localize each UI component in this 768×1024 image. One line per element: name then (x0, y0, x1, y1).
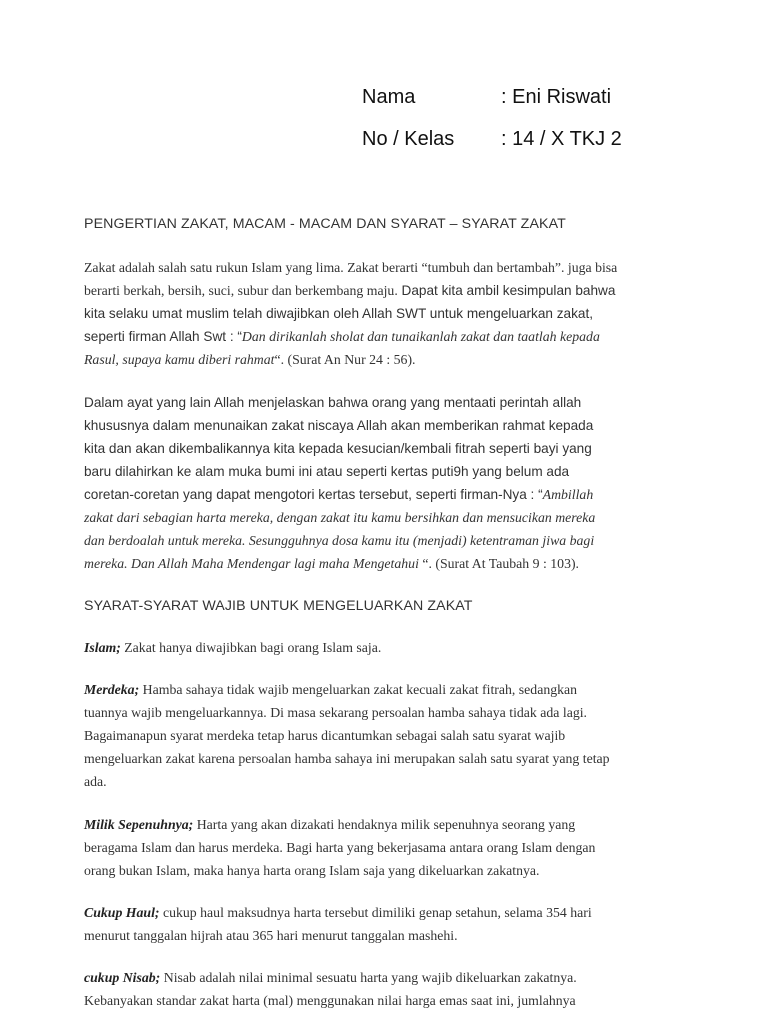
text-line: baru dilahirkan ke alam muka bumi ini atau seperti kertas puti9h yang belum ada (84, 464, 570, 479)
text-line: coretan-coretan yang dapat mengotori kertas tersebut, seperti firman-Nya : “ (84, 487, 543, 502)
text-line: mengeluarkan zakat karena persoalan hamba sahaya ini merupakan salah satu syarat yang tetap (84, 751, 610, 766)
quote-text: Dan dirikanlah sholat dan tunaikanlah zakat dan taatlah kepada (241, 329, 600, 344)
text-line: Kebanyakan standar zakat harta (mal) menggunakan nilai harga emas saat ini, jumlahnya (84, 993, 576, 1008)
requirement-term: Cukup Haul; (84, 905, 160, 920)
text-line: Nisab adalah nilai minimal sesuatu harta yang wajib dikeluarkan zakatnya. (160, 970, 577, 985)
quote-text: Rasul, supaya kamu diberi rahmat (84, 352, 275, 367)
requirement-islam (84, 636, 684, 659)
text-line: cukup haul maksudnya harta tersebut dimiliki genap setahun, selama 354 hari (159, 905, 592, 920)
text-line: ada. (84, 774, 107, 789)
text-line: Dalam ayat yang lain Allah menjelaskan bahwa orang yang mentaati perintah allah (84, 395, 582, 410)
text-line: kita dan akan dikembalikannya kita kepada kesucian/kembali fitrah seperti bayi yang (84, 441, 592, 456)
text-line: orang bukan Islam, maka hanya harta orang Islam saja yang dikeluarkan zakatnya. (84, 863, 540, 878)
quote-text: mereka. Dan Allah Maha Mendengar lagi maha Mengetahui (84, 556, 419, 571)
paragraph-definition (84, 256, 684, 371)
requirement-milik-sepenuhnya (84, 813, 684, 882)
requirement-term: Merdeka; (84, 682, 140, 697)
class-label: No / Kelas (362, 128, 455, 150)
text-line: Harta yang akan dizakati hendaknya milik sepenuhnya seorang yang (193, 817, 576, 832)
text-line: Hamba sahaya tidak wajib mengeluarkan zakat kecuali zakat fitrah, sedangkan (139, 682, 578, 697)
text-line: berarti berkah, bersih, suci, subur dan berkembang maju. (84, 283, 398, 298)
text-line: Bagaimanapun syarat merdeka tetap harus dicantumkan sebagai salah satu syarat wajib (84, 728, 566, 743)
requirement-term: Milik Sepenuhnya; (84, 817, 194, 832)
text-line: Dapat kita ambil kesimpulan bahwa (397, 283, 616, 298)
text-line: tuannya wajib mengeluarkannya. Di masa sekarang persoalan hamba sahaya tidak ada lagi. (84, 705, 588, 720)
text-line: kita selaku umat muslim telah diwajibkan oleh Allah SWT untuk mengeluarkan zakat, (84, 306, 594, 321)
text-line: Zakat hanya diwajibkan bagi orang Islam saja. (120, 640, 382, 655)
requirement-merdeka (84, 678, 684, 793)
quote-text: Ambillah (542, 487, 594, 502)
text-line: beragama Islam dan harus merdeka. Bagi harta yang bekerjasama antara orang Islam dengan (84, 840, 596, 855)
paragraph-verse (84, 391, 684, 575)
text-line: khususnya dalam menunaikan zakat niscaya Allah akan memberikan rahmat kepada (84, 418, 594, 433)
quote-text: dan berdoalah untuk mereka. Sesungguhnya dosa kamu itu (menjadi) ketentraman jiwa bagi (84, 533, 595, 548)
citation: “. (Surat An Nur 24 : 56). (274, 352, 416, 367)
requirement-term: cukup Nisab; (84, 970, 161, 985)
text-line: menurut tanggalan hijrah atau 365 hari menurut tanggalan mashehi. (84, 928, 458, 943)
section-heading-requirements: SYARAT-SYARAT WAJIB UNTUK MENGELUARKAN ZAKAT (84, 598, 473, 614)
name-label: Nama (362, 86, 416, 108)
quote-text: zakat dari sebagian harta mereka, dengan zakat itu kamu bersihkan dan mensucikan mereka (84, 510, 596, 525)
requirement-term: Islam; (84, 640, 121, 655)
requirement-cukup-nisab (84, 966, 684, 1012)
citation: “. (Surat At Taubah 9 : 103). (418, 556, 580, 571)
text-line: seperti firman Allah Swt : “ (84, 329, 242, 344)
section-heading-definition: PENGERTIAN ZAKAT, MACAM - MACAM DAN SYARAT – SYARAT ZAKAT (84, 216, 566, 232)
name-value: : Eni Riswati (501, 86, 612, 108)
requirement-cukup-haul (84, 901, 684, 947)
text-line: Zakat adalah salah satu rukun Islam yang lima. Zakat berarti “tumbuh dan bertambah”. juga bisa (84, 260, 618, 275)
class-value: : 14 / X TKJ 2 (501, 128, 622, 150)
